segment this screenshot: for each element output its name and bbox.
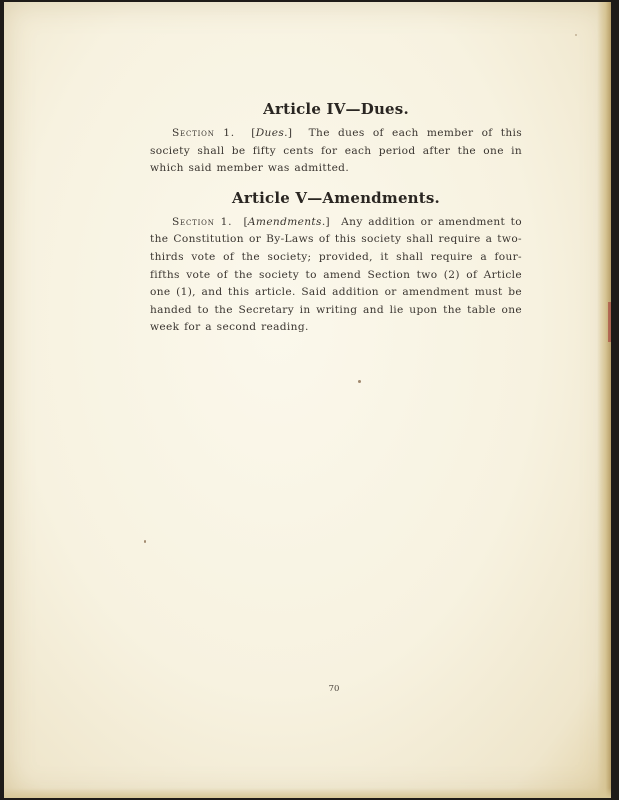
section-tag: Dues. xyxy=(255,127,288,139)
section-tag: Amendments. xyxy=(247,215,326,228)
section-label: Section 1. xyxy=(172,215,233,228)
article-iv-heading: Article IV—Dues. xyxy=(263,100,409,118)
tag-bracket-close: ] xyxy=(325,215,331,228)
article-v-section-1 xyxy=(150,214,522,337)
tag-bracket-open: [ xyxy=(243,215,248,228)
article-iv-section-1 xyxy=(150,125,522,178)
tag-bracket-close: ] xyxy=(287,127,293,139)
paper-speck xyxy=(358,380,361,383)
page-edge-shadow xyxy=(597,2,611,798)
paper-speck xyxy=(144,540,146,543)
page-content xyxy=(150,99,522,337)
tag-bracket-open: [ xyxy=(251,127,256,139)
book-page xyxy=(4,2,611,798)
paper-speck xyxy=(575,34,577,36)
section-text: Any addition or amendment to the Constitution or By-Laws of this society shall require a two-thirds vote of the society; provided, it shall require a four-fifths vote of the society to amend Section two (2) of Article one (1), and this article. Said addition or amendment must be handed to the Secretary in writing and lie upon the table one week for a second reading. xyxy=(150,215,523,334)
article-v-heading: Article V—Amendments. xyxy=(232,188,440,207)
section-label: Section 1. xyxy=(172,127,235,139)
page-number: 70 xyxy=(328,684,340,694)
page-bottom-shadow xyxy=(4,788,611,798)
red-margin-mark xyxy=(608,302,611,342)
section-text: The dues of each member of this society shall be fifty cents for each period after the one in which said member was admitted. xyxy=(150,127,523,175)
